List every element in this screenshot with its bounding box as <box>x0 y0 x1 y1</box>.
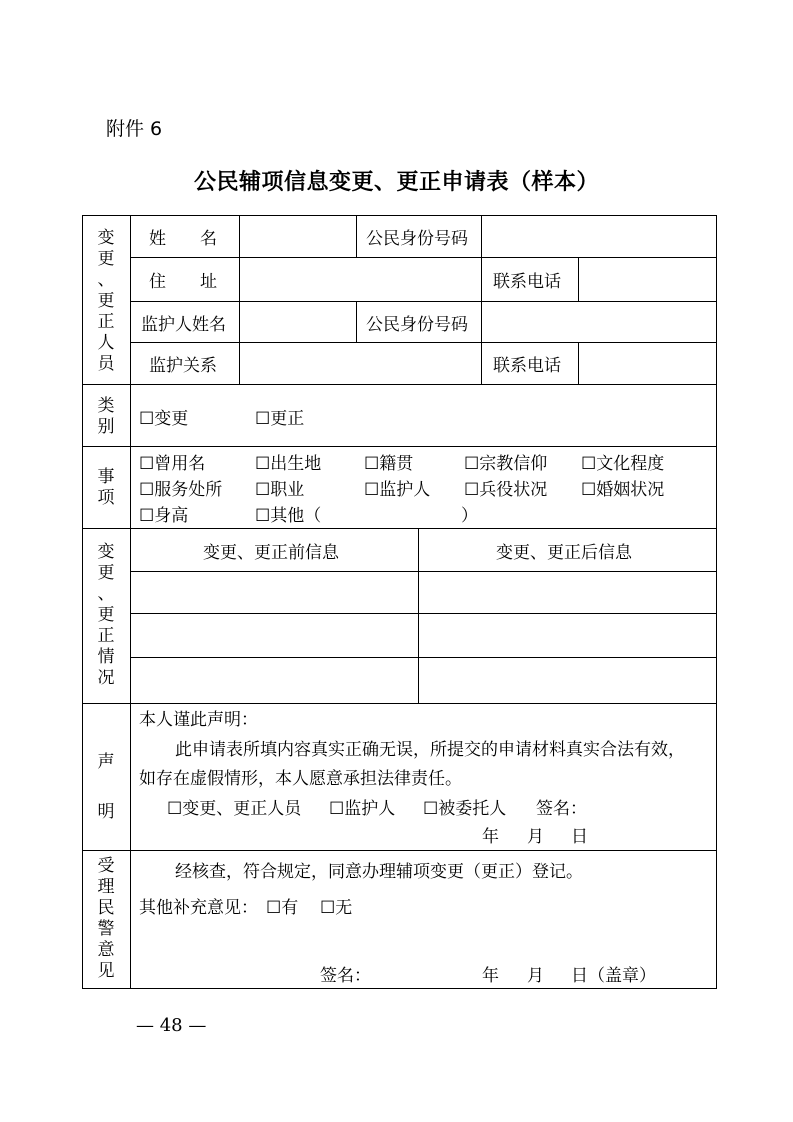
police-sign-label: 签名： <box>320 966 371 986</box>
item-workplace-checkbox[interactable]: ☐服务处所 <box>139 480 223 500</box>
police-year: 年 <box>482 966 499 986</box>
declaration-signature-field[interactable] <box>588 796 708 820</box>
before-info-field-3[interactable] <box>131 658 418 703</box>
application-form <box>82 215 717 989</box>
category-side-label: 类 别 <box>97 396 115 437</box>
id-number-field[interactable] <box>482 216 716 257</box>
category-correct-checkbox[interactable]: ☐更正 <box>255 409 305 429</box>
declarant-guardian-checkbox[interactable]: ☐监护人 <box>329 799 396 819</box>
items-side-label: 事 项 <box>97 467 115 508</box>
guardian-phone-field[interactable] <box>579 343 716 384</box>
declarant-agent-checkbox[interactable]: ☐被委托人 <box>423 799 507 819</box>
police-signature-field[interactable] <box>373 963 473 987</box>
attachment-label: 附件 6 <box>106 118 163 140</box>
other-opinion-label: 其他补充意见： <box>139 898 258 918</box>
other-opinion-yes-checkbox[interactable]: ☐有 <box>266 898 299 918</box>
item-religion-checkbox[interactable]: ☐宗教信仰 <box>464 454 548 474</box>
address-label: 住 址 <box>149 272 217 292</box>
after-info-field-1[interactable] <box>419 572 716 613</box>
id-number-label: 公民身份号码 <box>366 229 468 249</box>
phone-label: 联系电话 <box>493 272 561 292</box>
declaration-sign-label: 签名： <box>536 799 587 819</box>
name-field[interactable] <box>240 216 356 257</box>
guardian-phone-label: 联系电话 <box>493 356 561 376</box>
before-info-header: 变更、更正前信息 <box>203 543 339 563</box>
police-side-label: 受 理 民 警 意 见 <box>97 856 115 981</box>
item-occupation-checkbox[interactable]: ☐职业 <box>255 480 305 500</box>
category-change-checkbox[interactable]: ☐变更 <box>139 409 189 429</box>
guardian-id-field[interactable] <box>482 302 716 342</box>
name-label: 姓 名 <box>149 229 217 249</box>
item-other-close-paren: ） <box>461 506 478 526</box>
declaration-text-1: 此申请表所填内容真实正确无误，所提交的申请材料真实合法有效， <box>175 740 685 760</box>
declaration-year: 年 <box>482 827 499 847</box>
declaration-heading: 本人谨此声明： <box>139 710 258 730</box>
relation-label: 监护关系 <box>149 356 217 376</box>
item-birthplace-checkbox[interactable]: ☐出生地 <box>255 454 322 474</box>
item-military-checkbox[interactable]: ☐兵役状况 <box>464 480 548 500</box>
declaration-text-2: 如存在虚假情形，本人愿意承担法律责任。 <box>139 769 462 789</box>
form-title: 公民辅项信息变更、更正申请表（样本） <box>193 169 599 195</box>
guardian-name-field[interactable] <box>240 302 356 342</box>
after-info-header: 变更、更正后信息 <box>496 543 632 563</box>
item-other-checkbox[interactable]: ☐其他（ <box>255 506 322 526</box>
item-education-checkbox[interactable]: ☐文化程度 <box>581 454 665 474</box>
guardian-id-label: 公民身份号码 <box>366 315 468 335</box>
before-info-field-2[interactable] <box>131 614 418 657</box>
declaration-month: 月 <box>527 827 544 847</box>
police-day-seal: 日（盖章） <box>571 966 656 986</box>
person-side-label: 变 更 、 更 正 人 员 <box>97 228 115 374</box>
after-info-field-3[interactable] <box>419 658 716 703</box>
phone-field[interactable] <box>579 258 716 301</box>
address-field[interactable] <box>240 258 481 301</box>
before-info-field-1[interactable] <box>131 572 418 613</box>
relation-field[interactable] <box>240 343 481 384</box>
other-opinion-no-checkbox[interactable]: ☐无 <box>320 898 353 918</box>
item-height-checkbox[interactable]: ☐身高 <box>139 506 189 526</box>
item-former-name-checkbox[interactable]: ☐曾用名 <box>139 454 206 474</box>
guardian-name-label: 监护人姓名 <box>141 315 226 335</box>
item-guardian-checkbox[interactable]: ☐监护人 <box>364 480 431 500</box>
declarant-person-checkbox[interactable]: ☐变更、更正人员 <box>167 799 302 819</box>
after-info-field-2[interactable] <box>419 614 716 657</box>
page-number: — 48 — <box>136 1015 207 1036</box>
item-other-field[interactable] <box>326 505 461 527</box>
declaration-side-label: 声 明 <box>97 752 115 822</box>
item-native-place-checkbox[interactable]: ☐籍贯 <box>364 454 414 474</box>
situation-side-label: 变 更 、 更 正 情 况 <box>97 542 115 688</box>
police-month: 月 <box>527 966 544 986</box>
item-marital-checkbox[interactable]: ☐婚姻状况 <box>581 480 665 500</box>
police-opinion-text: 经核查，符合规定，同意办理辅项变更（更正）登记。 <box>175 862 583 882</box>
declaration-day: 日 <box>571 827 588 847</box>
